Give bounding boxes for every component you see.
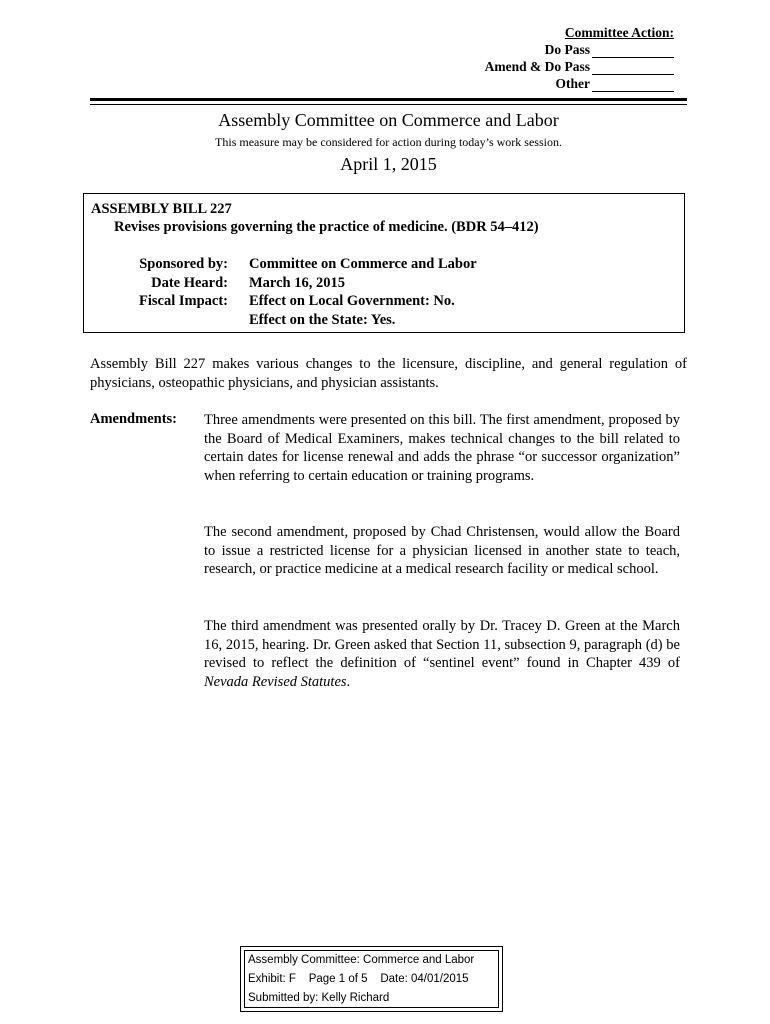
fiscal-local-value: Effect on Local Government: No. — [249, 293, 455, 309]
header-rule-thin — [90, 104, 687, 105]
option-other — [485, 75, 674, 92]
amendment-paragraph-1: Three amendments were presented on this bill. The first amendment, proposed by the Board of Medical Examiners, makes technical changes to the bill related to certain dates for license renewal and adds the phrase “or successor organization” when referring to certain education or training programs. — [204, 412, 680, 484]
amendment-paragraph-2: The second amendment, proposed by Chad Christensen, would allow the Board to issue a restricted license for a physician licensed in another state to teach, research, or practice medicine at a medical research facility or medical school. — [204, 524, 680, 577]
header-rule-thick — [90, 98, 687, 101]
blank-line — [592, 78, 674, 92]
option-do-pass — [485, 41, 674, 58]
sponsored-value: Committee on Commerce and Labor — [249, 256, 477, 272]
amendments-label: Amendments: — [90, 411, 177, 427]
fiscal-impact-label: Fiscal Impact: — [139, 293, 228, 309]
page-title: Assembly Committee on Commerce and Labor — [218, 110, 559, 130]
exhibit-submitted-by: Submitted by: Kelly Richard — [248, 992, 390, 1004]
committee-action-options — [485, 41, 674, 92]
amendment-p3-end: . — [346, 673, 351, 690]
option-label: Amend & Do Pass — [484, 59, 590, 74]
bill-name: ASSEMBLY BILL 227 — [91, 201, 232, 217]
page-subtitle: This measure may be considered for action during today’s work session. — [215, 135, 562, 149]
date-heard-label: Date Heard: — [151, 275, 228, 291]
committee-action-title: Committee Action: — [564, 25, 674, 40]
option-label: Other — [555, 76, 590, 91]
exhibit-details: Exhibit: F Page 1 of 5 Date: 04/01/2015 — [248, 973, 469, 985]
option-amend-do-pass — [485, 58, 674, 75]
amendment-paragraph-3 — [204, 617, 680, 691]
statutes-title: Nevada Revised Statutes — [204, 673, 347, 690]
amendment-p3-text: The third amendment was presented orally by Dr. Tracey D. Green at the March 16, 2015, hearing. Dr. Green asked that Section 11, subsection 9, paragraph (d) be revised to reflect the definition of “sentinel event” found in Chapter 439 of — [204, 618, 680, 671]
exhibit-stamp — [240, 946, 503, 1012]
bill-summary-text: Assembly Bill 227 makes various changes to the licensure, discipline, and general regulation of physicians, osteopathic physicians, and physician assistants. — [90, 356, 687, 391]
blank-line — [592, 61, 674, 75]
bill-description: Revises provisions governing the practice of medicine. (BDR 54–412) — [114, 219, 539, 235]
sponsored-label: Sponsored by: — [139, 256, 228, 272]
exhibit-committee: Assembly Committee: Commerce and Labor — [248, 954, 475, 966]
date-heard-value: March 16, 2015 — [249, 275, 345, 291]
page-date: April 1, 2015 — [340, 154, 437, 174]
fiscal-state-value: Effect on the State: Yes. — [249, 312, 396, 328]
blank-line — [592, 44, 674, 58]
option-label: Do Pass — [544, 42, 590, 57]
